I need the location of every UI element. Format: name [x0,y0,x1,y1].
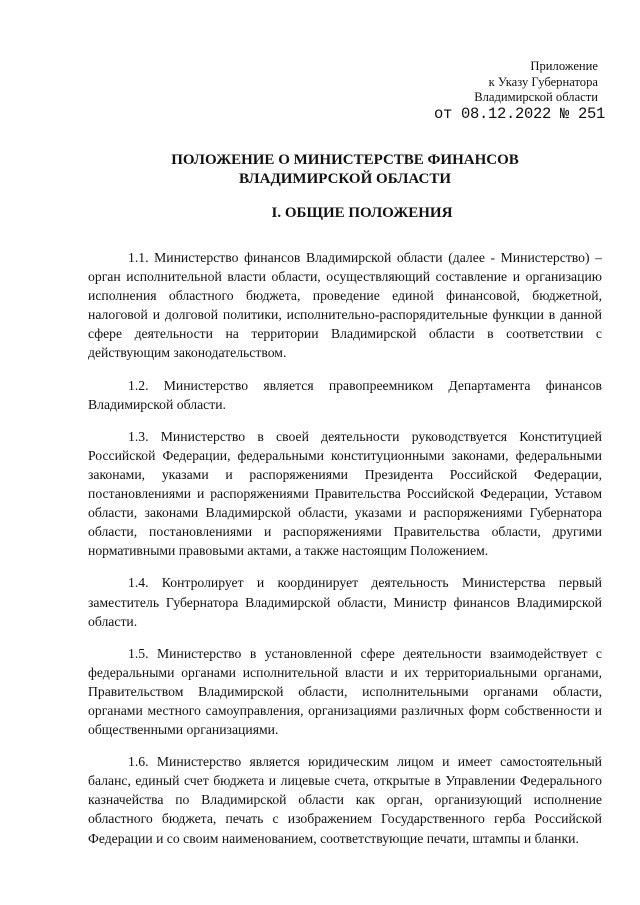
document-title-line-2: ВЛАДИМИРСКОЙ ОБЛАСТИ [239,171,451,187]
appendix-label: Приложение [530,59,598,73]
paragraph-1-1: 1.1. Министерство финансов Владимирской области (далее - Министерство) – орган исполнительной власти области, осуществляющий составление и организацию исполнения областного бюджета, проведение единой финансовой, бюджетной, налоговой и долговой политики, исполнительно-распорядительные функции в данной сфере деятельности на территории Владимирской области в соответствии с действующим законодательством. [88,250,602,361]
document-body [88,248,602,861]
paragraph-1-2: 1.2. Министерство является правопреемником Департамента финансов Владимирской области. [88,377,602,412]
appendix-block [474,59,598,106]
document-title [88,151,602,189]
document-title-line-1: ПОЛОЖЕНИЕ О МИНИСТЕРСТВЕ ФИНАНСОВ [171,152,519,168]
section-heading: I. ОБЩИЕ ПОЛОЖЕНИЯ [271,205,453,221]
paragraph-1-4: 1.4. Контролирует и координирует деятельность Министерства первый заместитель Губернатора Владимирской области, Министр финансов Владимирской области. [88,575,602,629]
appendix-decree-reference: к Указу Губернатора [488,74,598,89]
paragraph-1-3: 1.3. Министерство в своей деятельности руководствуется Конституцией Российской Федерации, федеральными конституционными законами, федеральными законами, указами и распоряжениями Президента Российской Федерации, постановлениями и распоряжениями Правительства Российской Федерации, Уставом области, законами Владимирской области, указами и распоряжениями Губернатора области, постановлениями и распоряжениями Правительства области, другими нормативными правовыми актами, а также настоящим Положением. [88,428,602,559]
paragraph-1-5: 1.5. Министерство в установленной сфере деятельности взаимодействует с федеральными органами исполнительной власти и их территориальными органами, Правительством Владимирской области, исполнительными органами области, органами местного самоуправления, организациями различных форм собственности и общественными организациями. [88,645,602,738]
appendix-date-number: от 08.12.2022 № 251 [434,105,606,123]
paragraph-1-6: 1.6. Министерство является юридическим лицом и имеет самостоятельный баланс, единый счет бюджета и лицевые счета, открытые в Управлении Федерального казначейства по Владимирской области как орган, организующий исполнение областного бюджета, печать с изображением Государственного герба Российской Федерации и со своим наименованием, соответствующие печати, штампы и бланки. [88,754,602,846]
appendix-region: Владимирской области [474,90,598,105]
